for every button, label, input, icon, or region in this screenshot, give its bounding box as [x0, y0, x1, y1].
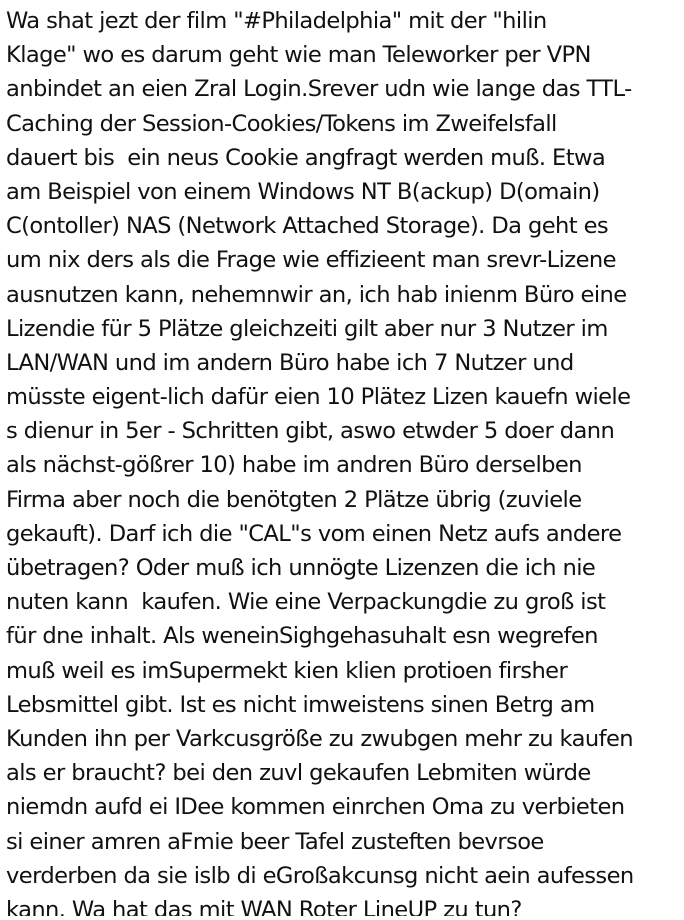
- text-line: ausnutzen kann, nehemnwir an, ich hab inienm Büro eine: [6, 281, 627, 308]
- text-line: verderben da sie islb di eGroßakcunsg nicht aein aufessen: [6, 862, 634, 889]
- text-line: si einer amren aFmie beer Tafel zusteften bevrsoe: [6, 828, 544, 855]
- text-line: muß weil es imSupermekt kien klien protioen firsher: [6, 657, 568, 684]
- text-line: müsste eigent-lich dafür eien 10 Plätez Lizen kauefn wiele: [6, 384, 631, 411]
- text-line: Kunden ihn per Varkcusgröße zu zwubgen mehr zu kaufen: [6, 725, 633, 752]
- text-line: LAN/WAN und im andern Büro habe ich 7 Nutzer und: [6, 349, 574, 376]
- text-line: als nächst-gößrer 10) habe im andren Büro derselben: [6, 452, 582, 479]
- text-line: Firma aber noch die benötgten 2 Plätze übrig (zuviele: [6, 486, 582, 513]
- document-text: [6, 4, 682, 916]
- text-line: Klage" wo es darum geht wie man Teleworker per VPN: [6, 42, 591, 69]
- text-line: Lebsmittel gibt. Ist es nicht imweistens sinen Betrg am: [6, 691, 595, 718]
- text-line: niemdn aufd ei IDee kommen einrchen Oma zu verbieten: [6, 794, 625, 821]
- text-line: dauert bis ein neus Cookie angfragt werden muß. Etwa: [6, 144, 606, 171]
- text-line: kann. Wa hat das mit WAN Roter LineUP zu tun?: [6, 896, 522, 916]
- text-line: am Beispiel von einem Windows NT B(ackup) D(omain): [6, 178, 600, 205]
- text-line: C(ontoller) NAS (Network Attached Storage). Da geht es: [6, 213, 609, 240]
- text-line: für dne inhalt. Als weneinSighgehasuhalt esn wegrefen: [6, 623, 598, 650]
- text-line: anbindet an eien Zral Login.Srever udn wie lange das TTL-: [6, 76, 632, 103]
- text-line: Caching der Session-Cookies/Tokens im Zweifelsfall: [6, 110, 557, 137]
- text-line: s dienur in 5er - Schritten gibt, aswo etwder 5 doer dann: [6, 418, 615, 445]
- text-line: Wa shat jezt der film "#Philadelphia" mit der "hilin: [6, 8, 547, 34]
- text-line: um nix ders als die Frage wie effizieent man srevr-Lizene: [6, 247, 616, 274]
- text-line: gekauft). Darf ich die "CAL"s vom einen Netz aufs andere: [6, 520, 622, 547]
- text-line: Lizendie für 5 Plätze gleichzeiti gilt aber nur 3 Nutzer im: [6, 315, 608, 342]
- text-line: übetragen? Oder muß ich unnögte Lizenzen die ich nie: [6, 555, 596, 581]
- text-line: als er braucht? bei den zuvl gekaufen Lebmiten würde: [6, 760, 591, 787]
- text-line: nuten kann kaufen. Wie eine Verpackungdie zu groß ist: [6, 589, 606, 616]
